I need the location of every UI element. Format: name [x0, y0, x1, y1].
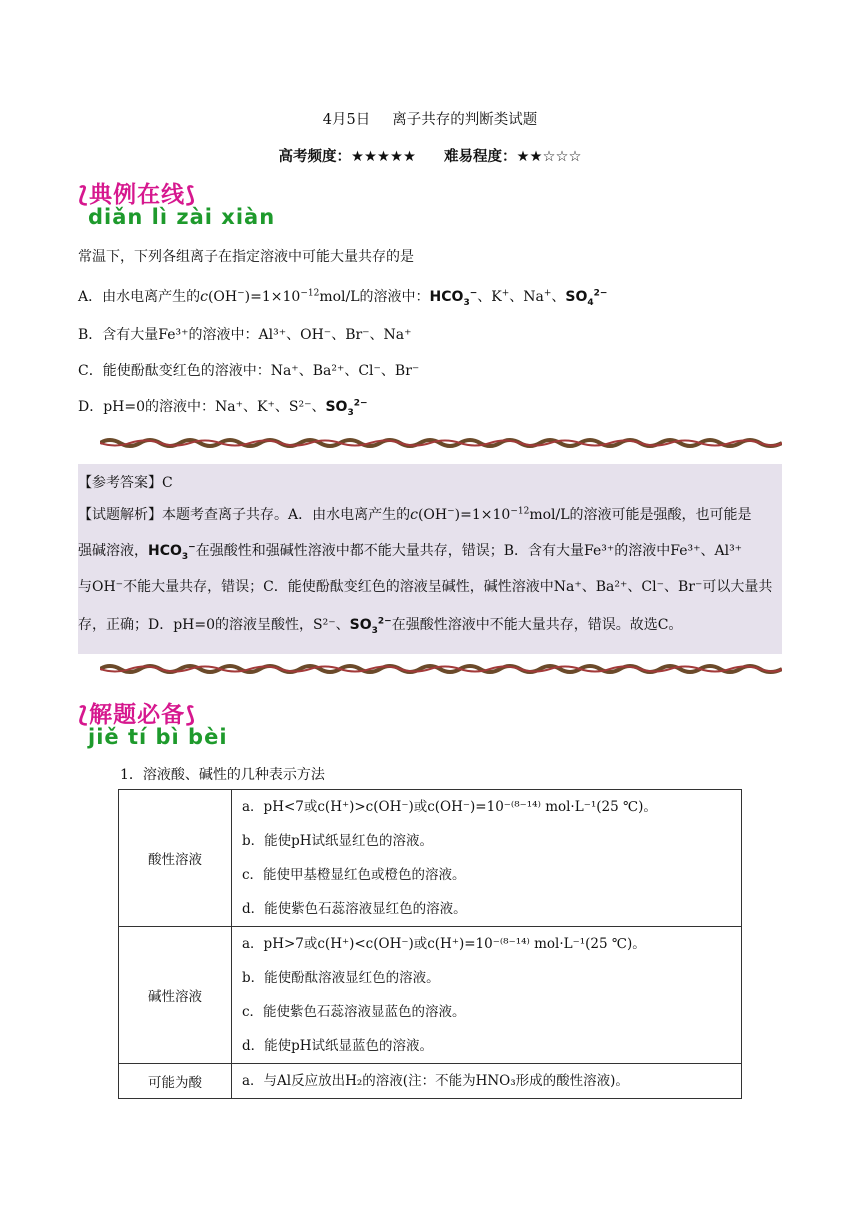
table-category: 酸性溶液 — [119, 790, 232, 927]
analysis-line-3: 与OH⁻不能大量共存，错误；C．能使酚酞变红色的溶液呈碱性，碱性溶液中Na⁺、Ba²⁺、Cl⁻、Br⁻可以大量共 — [78, 579, 773, 595]
table-item: b．能使pH试纸显红色的溶液。 — [242, 833, 434, 849]
table-items — [232, 790, 742, 927]
analysis-text: 在强酸性和强碱性溶液中都不能大量共存，错误；B．含有大量Fe³⁺的溶液中Fe³⁺、Al³⁺ — [195, 543, 743, 559]
table-item: d．能使pH试纸显蓝色的溶液。 — [242, 1038, 434, 1054]
analysis-label: 【试题解析】 — [78, 507, 162, 523]
freq-stars: ★★★★★ — [351, 149, 416, 165]
table-item: c．能使甲基橙显红色或橙色的溶液。 — [242, 867, 466, 883]
section-heading: 1．溶液酸、碱性的几种表示方法 — [120, 767, 325, 783]
table-item: c．能使紫色石蕊溶液显蓝色的溶液。 — [242, 1004, 466, 1020]
table-items — [232, 927, 742, 1064]
banner-pinyin: diǎn lì zài xiàn — [88, 205, 276, 229]
ornament-icon: ⟅ — [78, 183, 90, 208]
difficulty-line — [0, 145, 860, 166]
option-a-text: A．由水电离产生的 — [78, 289, 201, 305]
option-a-mid: 的溶液中： — [359, 289, 430, 305]
page-title — [0, 108, 860, 129]
banner-title: 解题必备 — [89, 702, 186, 728]
table-category: 碱性溶液 — [119, 927, 232, 1064]
section-banner-typical — [78, 176, 275, 229]
title-date: 4月5日 — [322, 112, 371, 128]
banner-title: 典例在线 — [89, 182, 186, 208]
ornament-icon: ⟆ — [185, 183, 197, 208]
option-a: A．由水电离产生的$c(OH^-)=1\times 10^{-12}mol/L$的溶液中：$HCO_3^-$、K+、Na+、$SO_4^{2-}$ — [78, 288, 608, 308]
analysis-text: 存，正确；D．pH=0的溶液呈酸性，S²⁻、 — [78, 617, 350, 633]
table-item: a．与Al反应放出H₂的溶液(注：不能为HNO₃形成的酸性溶液)。 — [242, 1073, 629, 1089]
ornament-icon: ⟅ — [78, 703, 90, 728]
table-item: a．pH>7或c(H⁺)<c(OH⁻)或c(H⁺)=10⁻⁽⁸⁻¹⁴⁾ mol·L⁻¹(25 ℃)。 — [242, 936, 646, 952]
answer-value: C — [162, 475, 173, 491]
difficulty-label: 难易程度： — [444, 149, 517, 165]
analysis-line-1: 【试题解析】本题考查离子共存。A．由水电离产生的$c(OH^-)=1\times 10^{-12}mol/L$的溶液可能是强酸，也可能是 — [78, 506, 752, 523]
ornament-icon: ⟆ — [185, 703, 197, 728]
freq-label: 高考频度： — [278, 149, 351, 165]
answer-label: 【参考答案】 — [78, 475, 162, 491]
table-row — [119, 1064, 742, 1099]
analysis-text: 的溶液可能是强酸，也可能是 — [569, 507, 752, 523]
analysis-line-2: 强碱溶液，$HCO_3^-$在强酸性和强碱性溶液中都不能大量共存，错误；B．含有大量Fe³⁺的溶液中Fe³⁺、Al³⁺ — [78, 542, 743, 562]
option-c: C．能使酚酞变红色的溶液中：Na⁺、Ba²⁺、Cl⁻、Br⁻ — [78, 363, 420, 379]
answer-line — [78, 472, 782, 492]
table-item: b．能使酚酞溶液显红色的溶液。 — [242, 970, 440, 986]
title-text: 离子共存的判断类试题 — [392, 112, 538, 128]
analysis-text: 本题考查离子共存。A．由水电离产生的 — [162, 507, 411, 523]
difficulty-stars: ★★☆☆☆ — [516, 149, 582, 165]
option-d: D．pH=0的溶液中：Na⁺、K⁺、S²⁻、$SO_3^{2-}$ — [78, 398, 368, 418]
acid-base-table — [118, 789, 742, 1099]
vine-divider — [100, 662, 782, 676]
answer-box — [78, 464, 782, 654]
question-stem: 常温下，下列各组离子在指定溶液中可能大量共存的是 — [78, 249, 414, 265]
analysis-line-4: 存，正确；D．pH=0的溶液呈酸性，S²⁻、$SO_3^{2-}$在强酸性溶液中不能大量共存，错误。故选C。 — [78, 616, 683, 636]
vine-divider — [100, 436, 782, 450]
section-banner-essentials — [78, 696, 228, 749]
option-b: B．含有大量Fe³⁺的溶液中：Al³⁺、OH⁻、Br⁻、Na⁺ — [78, 327, 412, 343]
analysis-text: 在强酸性溶液中不能大量共存，错误。故选C。 — [391, 617, 683, 633]
option-d-text: D．pH=0的溶液中：Na⁺、K⁺、S²⁻、 — [78, 399, 326, 415]
table-row — [119, 927, 742, 1064]
table-items — [232, 1064, 742, 1099]
analysis-text: 强碱溶液， — [78, 543, 148, 559]
banner-pinyin: jiě tí bì bèi — [88, 725, 228, 749]
table-category: 可能为酸 — [119, 1064, 232, 1099]
table-item: d．能使紫色石蕊溶液显红色的溶液。 — [242, 901, 467, 917]
table-item: a．pH<7或c(H⁺)>c(OH⁻)或c(OH⁻)=10⁻⁽⁸⁻¹⁴⁾ mol·L⁻¹(25 ℃)。 — [242, 799, 657, 815]
table-row — [119, 790, 742, 927]
